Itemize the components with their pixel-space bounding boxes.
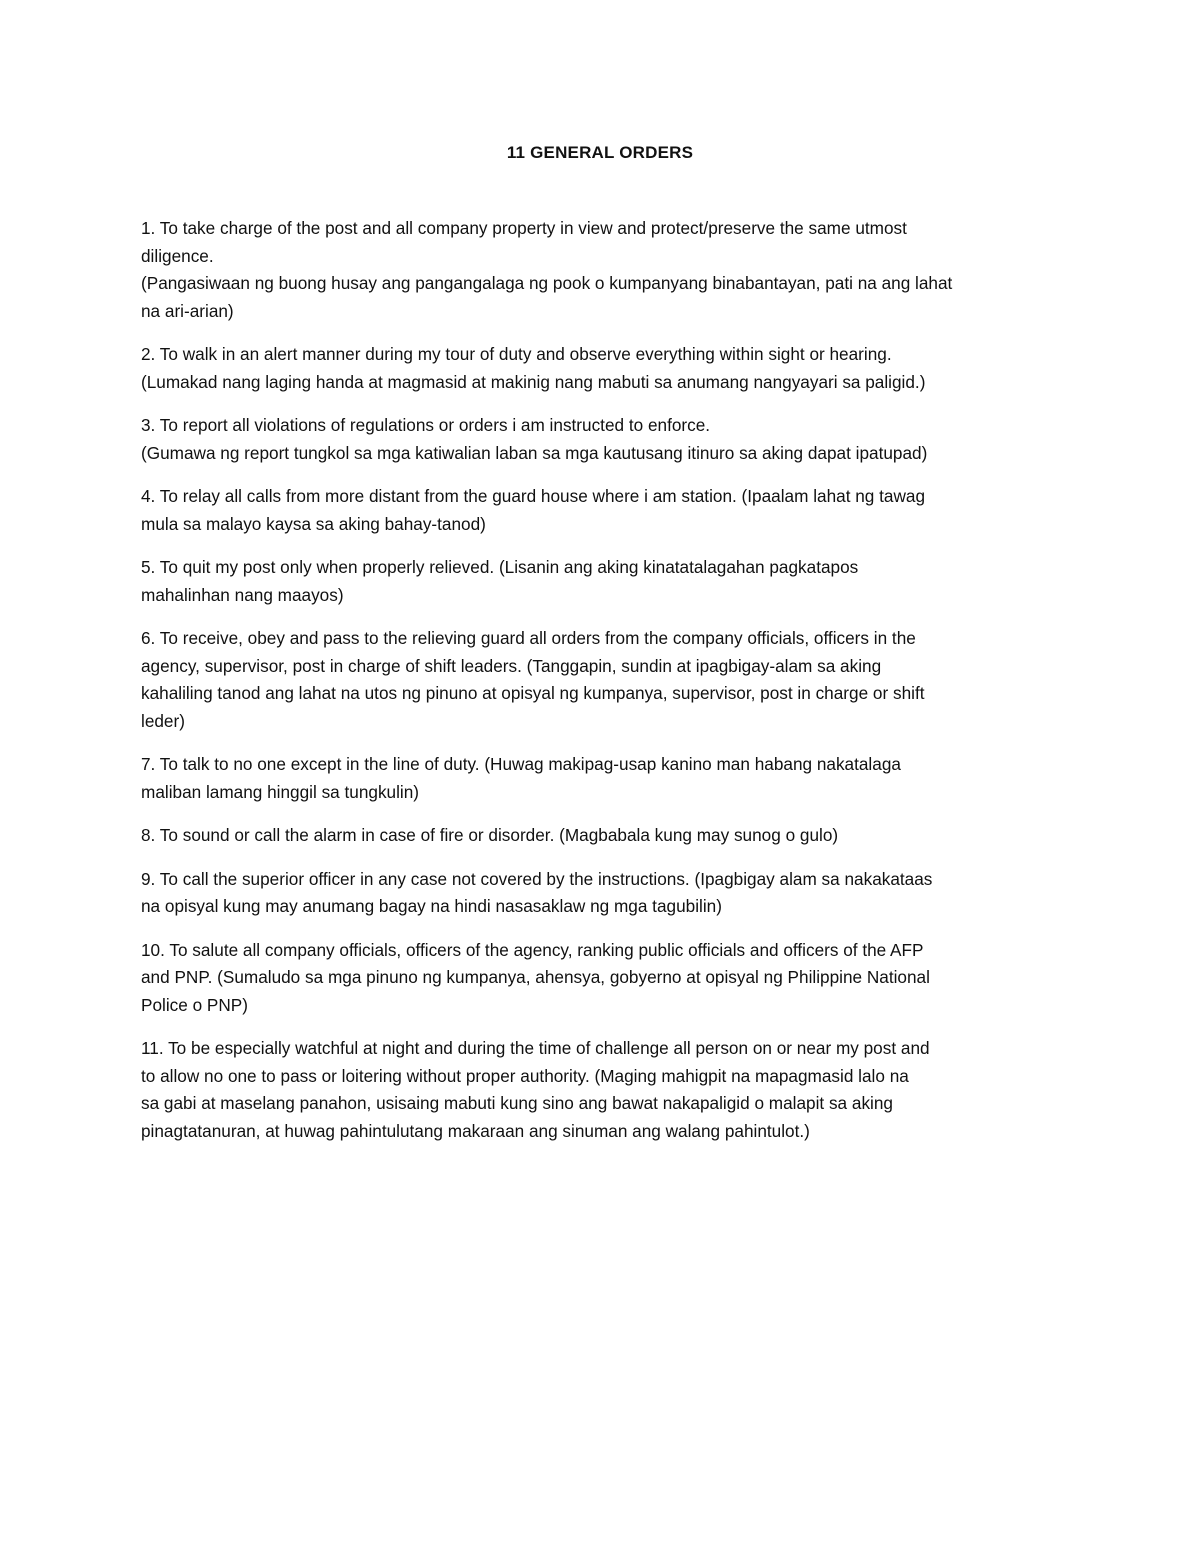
general-order-11: 11. To be especially watchful at night and during the time of challenge all person on or near my post and to allow no one to pass or loitering without proper authority. (Maging mahigpit na mapagmasid lalo na sa gabi at maselang panahon, usisaing mabuti kung sino ang bawat nakapaligid o malapit sa aking pinagtatanuran, at huwag pahintulutang makaraan ang sinuman ang walang pahintulot.) [141,1038,930,1141]
general-order-4: 4. To relay all calls from more distant from the guard house where i am station. (Ipaalam lahat ng tawag mula sa malayo kaysa sa aking bahay-tanod) [141,486,926,534]
general-order-7: 7. To talk to no one except in the line of duty. (Huwag makipag-usap kanino man habang nakatalaga maliban lamang hinggil sa tungkulin) [141,754,901,802]
general-order-10: 10. To salute all company officials, officers of the agency, ranking public officials and officers of the AFP and PNP. (Sumaludo sa mga pinuno ng kumpanya, ahensya, gobyerno at opisyal ng Philippine National Police o PNP) [141,939,930,1015]
general-order-6: 6. To receive, obey and pass to the relieving guard all orders from the company officials, officers in the agency, supervisor, post in charge of shift leaders. (Tanggapin, sundin at ipagbigay-alam sa aking kahaliling tanod ang lahat na utos ng pinuno at opisyal ng kumpanya, supervisor, post in charge or shift leder) [141,628,925,731]
general-order-9: 9. To call the superior officer in any case not covered by the instructions. (Ipagbigay alam sa nakakataas na opisyal kung may anumang bagay na hindi nasasaklaw ng mga tagubilin) [141,868,933,916]
general-order-5: 5. To quit my post only when properly relieved. (Lisanin ang aking kinatatalagahan pagkatapos mahalinhan nang maayos) [141,557,859,605]
general-order-8: 8. To sound or call the alarm in case of fire or disorder. (Magbabala kung may sunog o gulo) [141,825,839,845]
document-title: 11 GENERAL ORDERS [506,143,694,162]
general-order-2: 2. To walk in an alert manner during my tour of duty and observe everything within sight or hearing. (Lumakad nang laging handa at magmasid at makinig nang mabuti sa anumang nangyayari sa paligid.) [141,344,926,392]
general-order-1: 1. To take charge of the post and all company property in view and protect/preserve the same utmost diligence. (Pangasiwaan ng buong husay ang pangangalaga ng pook o kumpanyang binabantayan, pati na ang lahat na ari-arian) [141,218,953,321]
document-body [141,215,1066,1161]
general-order-3: 3. To report all violations of regulations or orders i am instructed to enforce. (Gumawa ng report tungkol sa mga katiwalian laban sa mga kautusang itinuro sa aking dapat ipatupad) [141,415,928,463]
